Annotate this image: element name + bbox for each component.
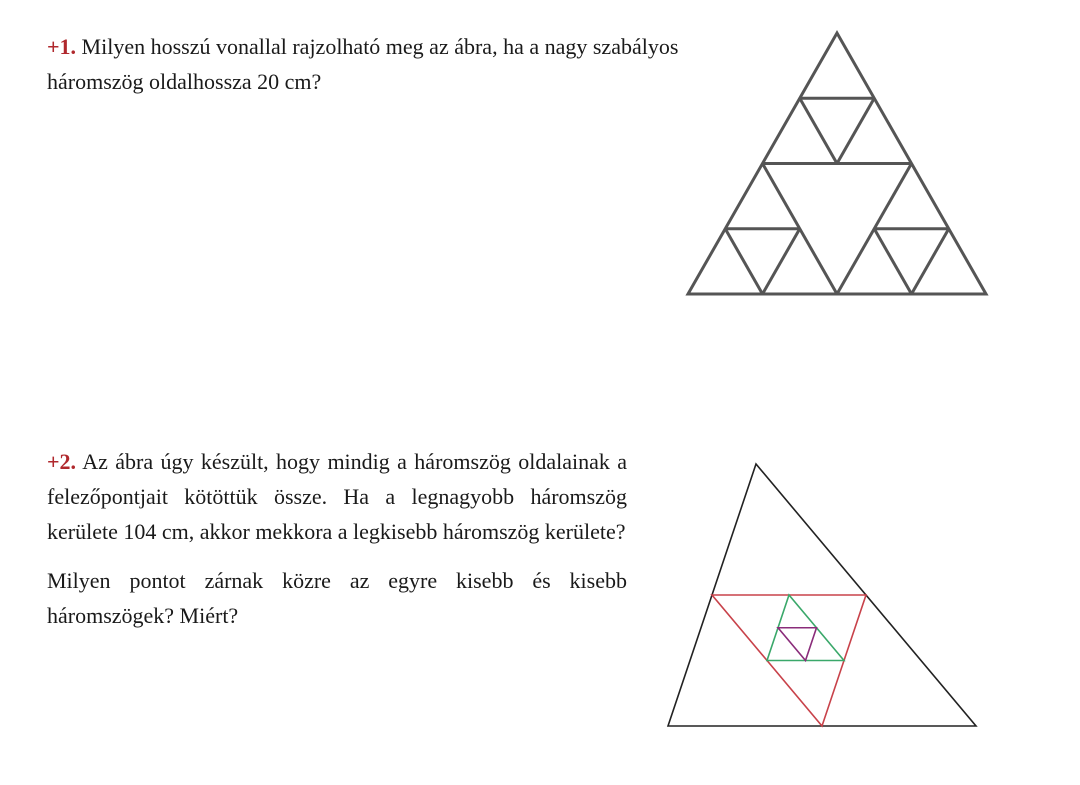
problem-2 <box>47 444 627 633</box>
fourth-triangle <box>778 628 817 661</box>
problem-2-body: Az ábra úgy készült, hogy mindig a háromszög oldalainak a felezőpontjait kötöttük össze. Ha a legnagyobb háromszög kerülete 104 cm, akkor mekkora a legkisebb háromszög kerülete? <box>47 449 627 544</box>
problem-2-number: +2. <box>47 449 77 474</box>
problem-1 <box>47 29 687 99</box>
nested-midpoint-triangles-figure <box>660 455 990 735</box>
problem-2-question: Milyen pontot zárnak közre az egyre kisebb és kisebb háromszögek? Miért? <box>47 568 627 628</box>
sub-line <box>800 98 837 163</box>
problem-1-text <box>47 29 687 99</box>
sub-line <box>763 229 800 294</box>
sub-line <box>912 229 949 294</box>
problem-1-body: Milyen hosszú vonallal rajzolható meg az ábra, ha a nagy szabályos háromszög oldalhossza 20 cm? <box>47 34 679 94</box>
sub-line <box>874 229 911 294</box>
sub-line <box>725 229 762 294</box>
sierpinski-triangle-figure <box>680 25 1000 305</box>
problem-2-text <box>47 444 627 549</box>
sub-line <box>837 98 874 163</box>
problem-1-number: +1. <box>47 34 77 59</box>
